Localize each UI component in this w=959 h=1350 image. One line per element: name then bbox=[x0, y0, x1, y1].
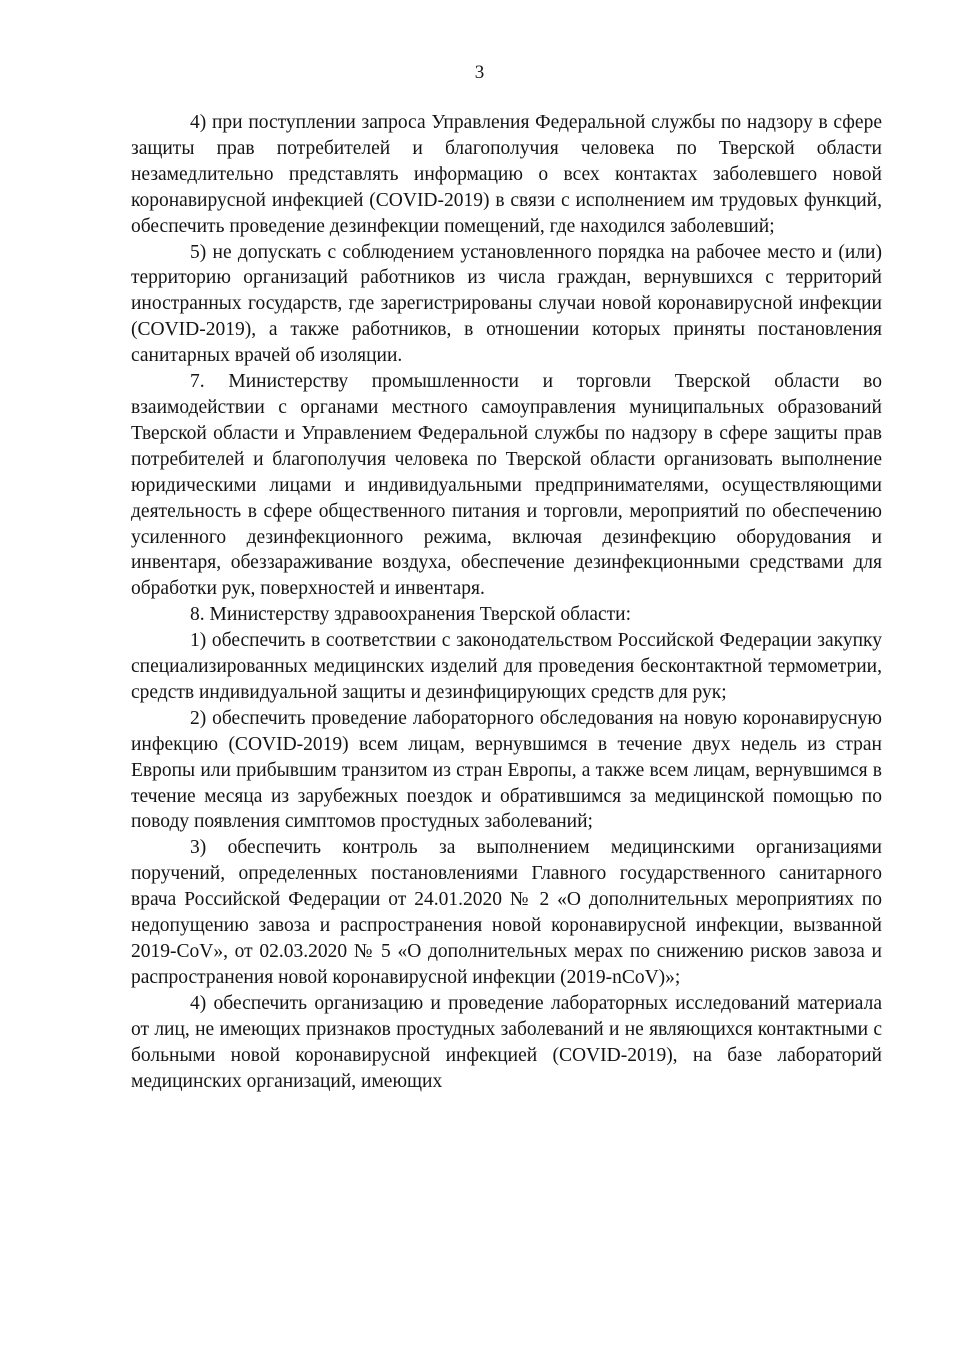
document-body bbox=[131, 110, 882, 1094]
paragraph-item-3-control: 3) обеспечить контроль за выполнением медицинскими организациями поручений, определенных постановлениями Главного государственного санитарного врача Российской Федерации от 24.01.2020 № 2 «О дополнительных мероприятиях по недопущению завоза и распространения новой коронавирусной инфекции, вызванной 2019-CoV», от 02.03.2020 № 5 «О дополнительных мерах по снижению рисков завоза и распространения новой коронавирусной инфекции (2019-nCoV)»; bbox=[131, 837, 882, 988]
paragraph-item-2-lab-testing: 2) обеспечить проведение лабораторного обследования на новую коронавирусную инфекцию (COVID-2019) всем лицам, вернувшимся в течение двух недель из стран Европы или прибывшим транзитом из стран Европы, а также всем лицам, вернувшимся в течение месяца из зарубежных поездок и обратившимся за медицинской помощью по поводу появления симптомов простудных заболеваний; bbox=[131, 707, 882, 833]
paragraph-item-4-lab-research: 4) обеспечить организацию и проведение лабораторных исследований материала от лиц, не имеющих признаков простудных заболеваний и не являющихся контактными с больными новой коронавирусной инфекцией (COVID-2019), на базе лабораторий медицинских организаций, имеющих bbox=[131, 992, 882, 1092]
paragraph-section-8-ministry-health: 8. Министерству здравоохранения Тверской области: bbox=[190, 604, 632, 626]
page-number: 3 bbox=[474, 62, 485, 83]
paragraph-item-5-admission: 5) не допускать с соблюдением установленного порядка на рабочее место и (или) территорию организаций работников из числа граждан, вернувшихся с территорий иностранных государств, где зарегистрированы случаи новой коронавирусной инфекции (COVID-2019), а также работников, в отношении которых приняты постановления санитарных врачей об изоляции. bbox=[131, 241, 882, 367]
paragraph-item-4-notification: 4) при поступлении запроса Управления Федеральной службы по надзору в сфере защиты прав потребителей и благополучия человека по Тверской области незамедлительно представлять информацию о всех контактах заболевшего новой коронавирусной инфекцией (COVID-2019) в связи с исполнением им трудовых функций, обеспечить проведение дезинфекции помещений, где находился заболевший; bbox=[131, 112, 882, 237]
paragraph-section-7-ministry-industry: 7. Министерству промышленности и торговли Тверской области во взаимодействии с органами местного самоуправления муниципальных образований Тверской области и Управлением Федеральной службы по надзору в сфере защиты прав потребителей и благополучия человека по Тверской области организовать выполнение юридическими лицами и индивидуальными предпринимателями, осуществляющими деятельность в сфере общественного питания и торговли, мероприятий по обеспечению усиленного дезинфекционного режима, включая дезинфекцию оборудования и инвентаря, обеззараживание воздуха, обеспечение дезинфекционными средствами для обработки рук, поверхностей и инвентаря. bbox=[131, 371, 882, 600]
paragraph-item-1-procurement: 1) обеспечить в соответствии с законодательством Российской Федерации закупку специализированных медицинских изделий для проведения бесконтактной термометрии, средств индивидуальной защиты и дезинфицирующих средств для рук; bbox=[131, 630, 882, 703]
